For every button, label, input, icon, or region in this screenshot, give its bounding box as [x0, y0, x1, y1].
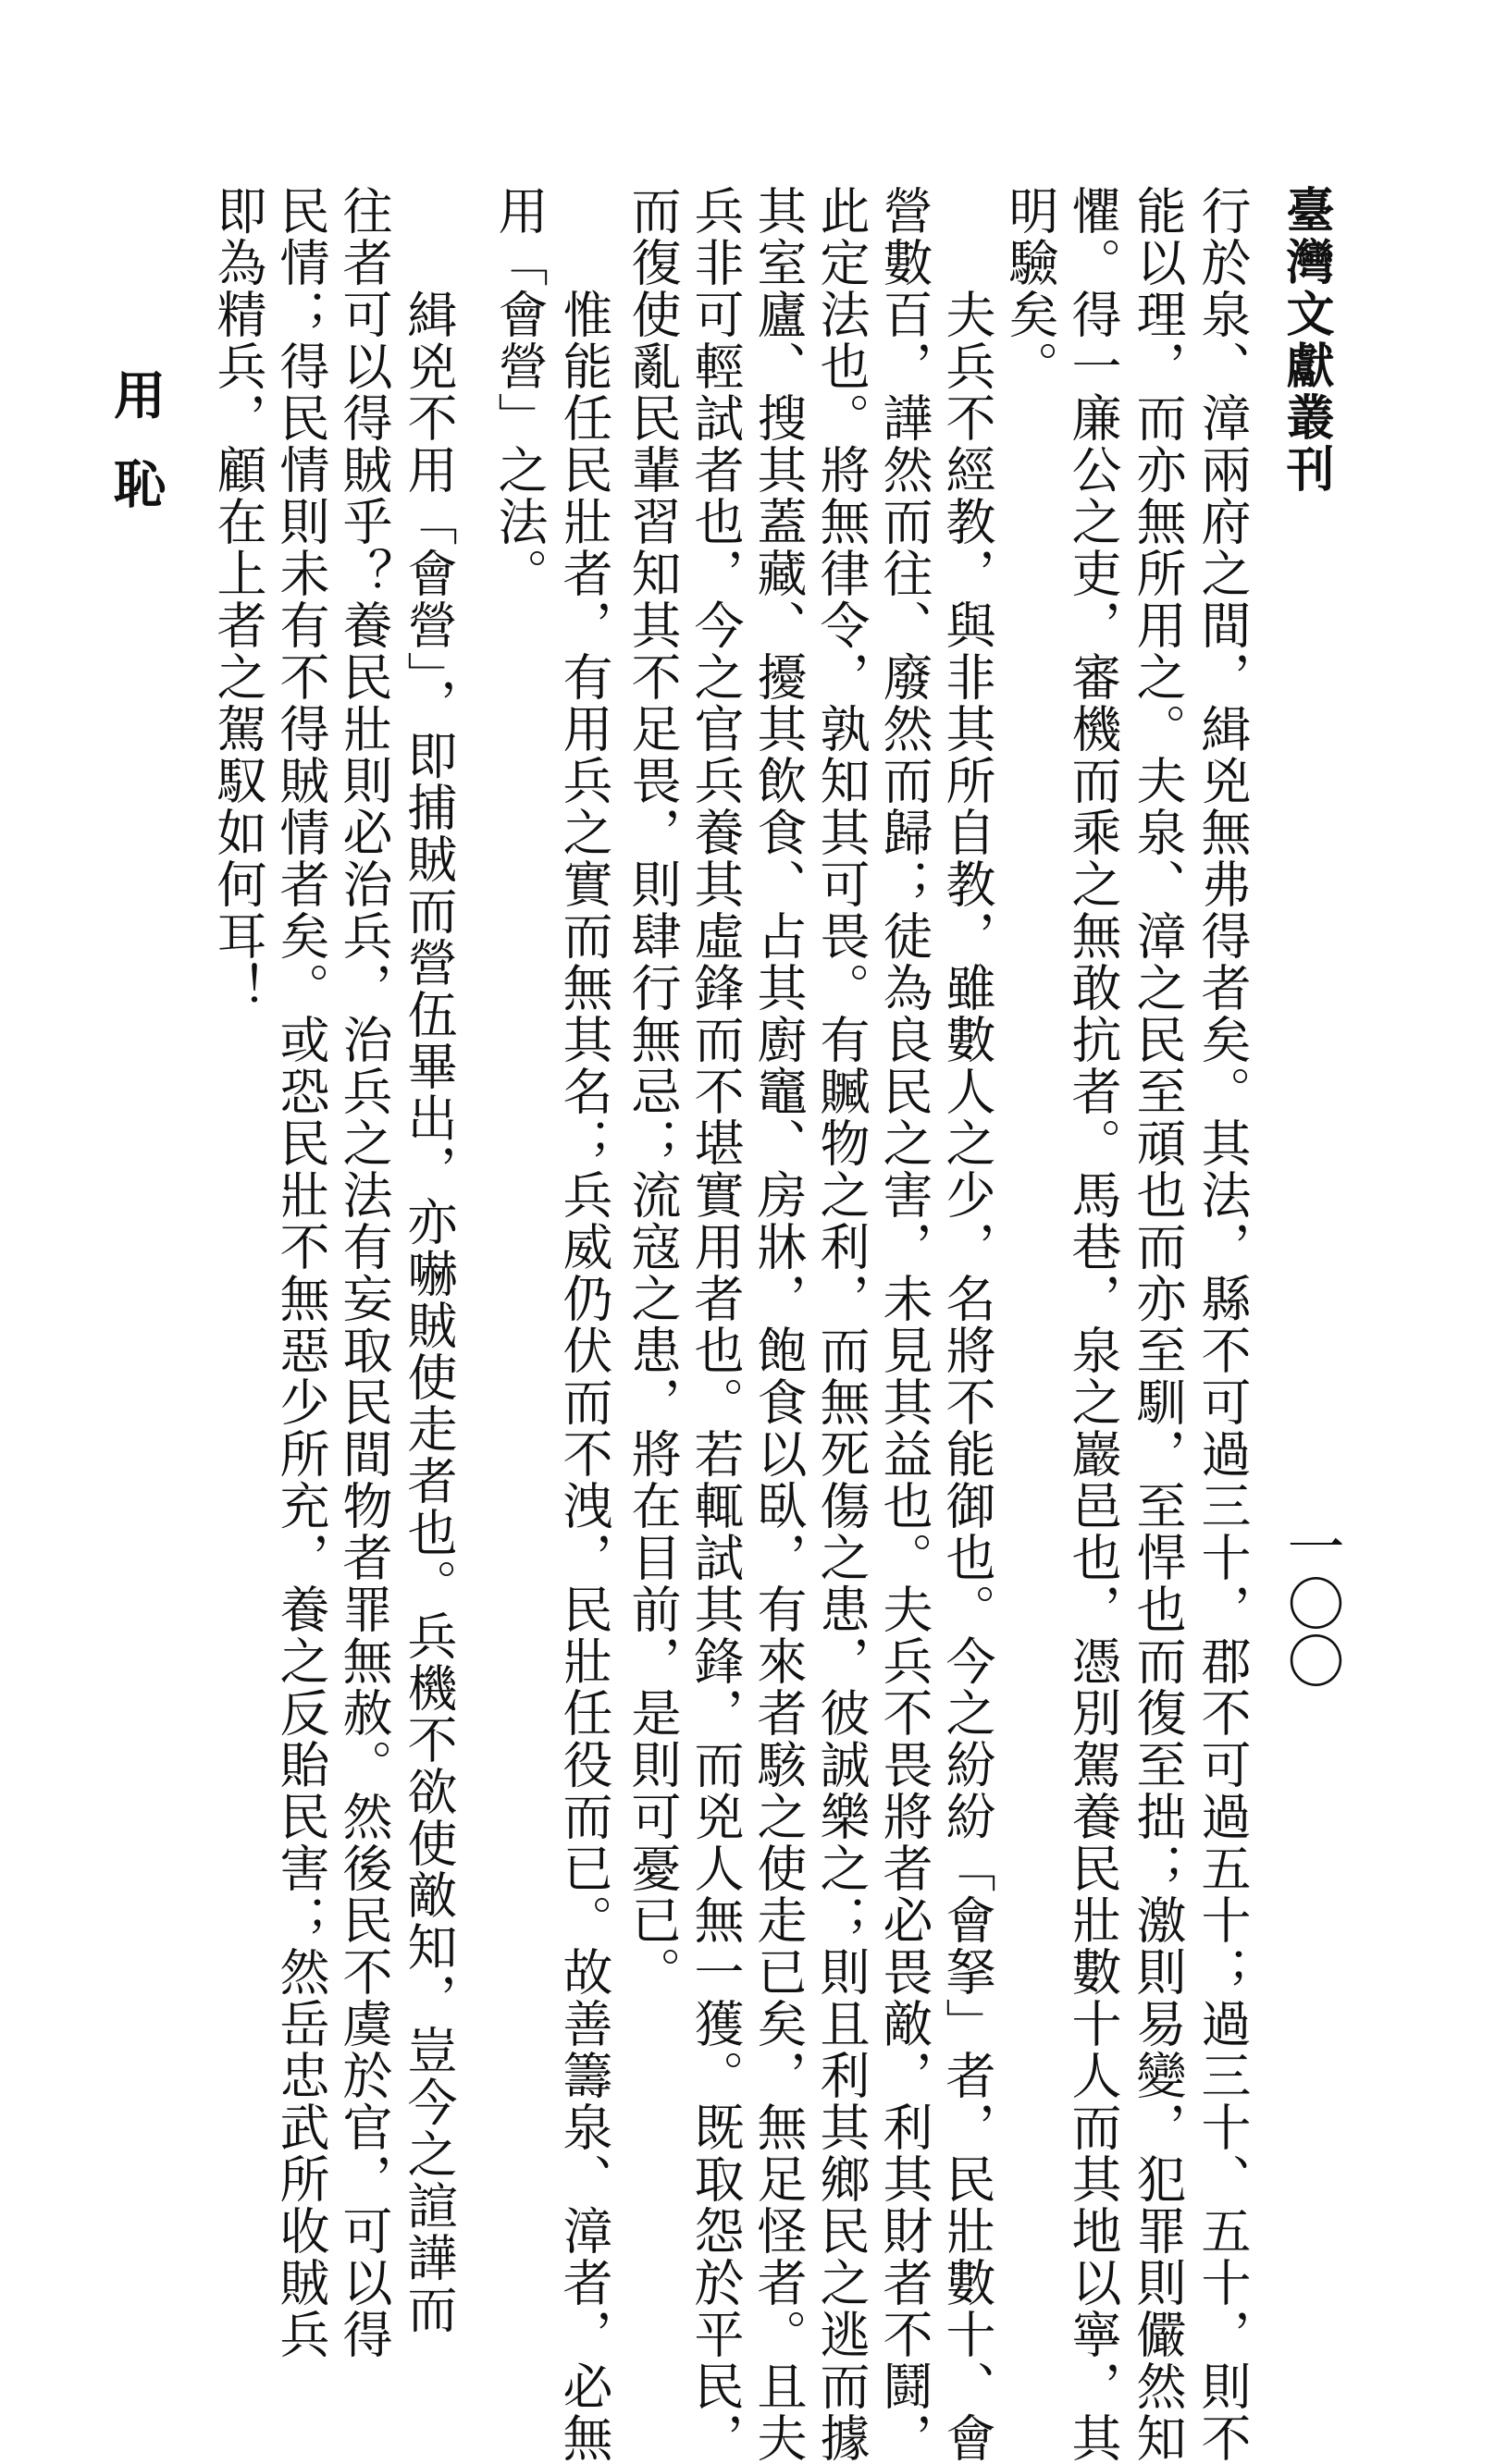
body-line-11: 惟能任民壯者，有用兵之實而無其名；兵威仍伏而不洩，民壯任役而已。故善籌泉、漳者，必無: [555, 185, 613, 2464]
body-line-15: 民情；得民情則未有不得賊情者矣。或恐民壯不無惡少所充，養之反貽民害；然岳忠武所收賊兵: [272, 185, 330, 2360]
body-line-5: 夫兵不經教，與非其所自教，雖數人之少，名將不能御也。今之紛紛「會拏」者，民壯數十、會: [938, 185, 996, 2464]
body-line-2: 能以理，而亦無所用之。夫泉、漳之民至頑也而亦至馴，至悍也而復至拙；激則易變，犯罪則儼然知: [1129, 185, 1187, 2464]
body-line-10: 而復使亂民輩習知其不足畏，則肆行無忌；流寇之患，將在目前，是則可憂已。: [624, 185, 682, 1998]
body-line-12: 用「會營」之法。: [490, 185, 549, 599]
series-title: 臺灣文獻叢刊: [1278, 185, 1334, 496]
section-heading: 用恥: [105, 368, 167, 546]
body-line-13: 緝兇不用「會營」，即捕賊而營伍畢出，亦嚇賊使走者也。兵機不欲使敵知，豈今之諠譁而: [400, 185, 458, 2335]
body-line-4: 明驗矣。: [1001, 185, 1059, 392]
body-line-6: 營數百，譁然而往、廢然而歸；徒為良民之害，未見其益也。夫兵不畏將者必畏敵，利其財者不鬪，: [875, 185, 933, 2464]
body-line-9: 兵非可輕試者也，今之官兵養其虛鋒而不堪實用者也。若輒試其鋒，而兇人無一獲。既取怨於平民，: [686, 185, 745, 2464]
body-line-7: 此定法也。將無律令，孰知其可畏。有贓物之利，而無死傷之患，彼誠樂之；則且利其鄉民之逃而據: [812, 185, 871, 2464]
body-line-3: 懼。得一廉公之吏，審機而乘之無敢抗者。馬巷，泉之巖邑也，憑別駕養民壯數十人而其地以寧，其: [1064, 185, 1122, 2464]
page-number: 一〇〇: [1278, 1517, 1345, 1689]
body-line-1: 行於泉、漳兩府之間，緝兇無弗得者矣。其法，縣不可過三十，郡不可過五十；過三十、五十，則不: [1193, 185, 1252, 2464]
body-line-14: 往者可以得賊乎？養民壯則必治兵，治兵之法有妄取民間物者罪無赦。然後民不虞於官，可以得: [335, 185, 393, 2360]
body-line-8: 其室廬、搜其蓋藏、擾其飲食、占其廚竈、房牀，飽食以臥，有來者駭之使走已矣，無足怪者。且夫: [749, 185, 808, 2464]
body-line-16: 即為精兵，顧在上者之駕馭如何耳！: [209, 185, 267, 1014]
